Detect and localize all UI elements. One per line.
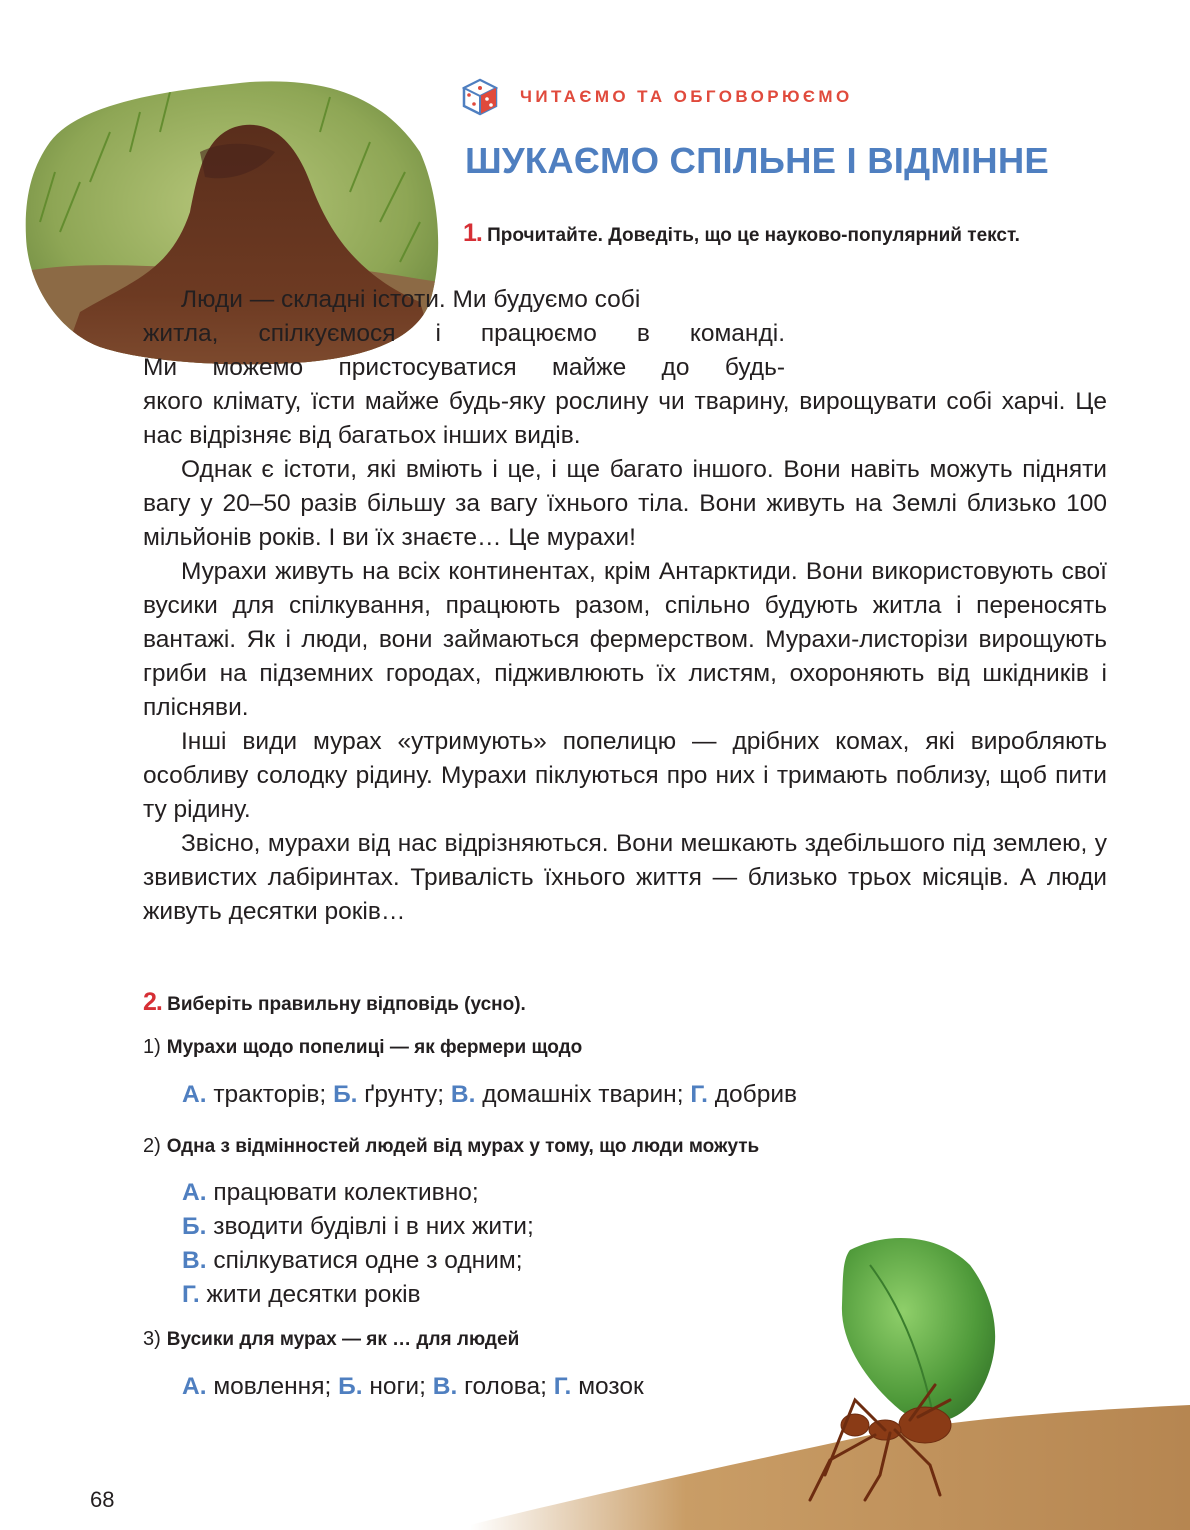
option-a: мовлення; — [213, 1373, 332, 1400]
section-label: ЧИТАЄМО ТА ОБГОВОРЮЄМО — [520, 87, 853, 106]
page-number: 68 — [90, 1487, 115, 1512]
paragraph-4: Інші види мурах «утримують» попелицю — дрібних комах, які виробляють особливу солодку рідину. Мурахи піклуються про них і тримають поблизу, щоб пити ту рідину. — [143, 728, 1107, 823]
question-3-number: 3) — [143, 1328, 161, 1350]
option-c: голова; — [464, 1373, 547, 1400]
task1-number: 1. — [463, 219, 482, 247]
option-d-letter: Г. — [690, 1081, 708, 1108]
task2-text: Виберіть правильну відповідь (усно). — [167, 994, 526, 1015]
question-3-text: Вусики для мурах — як … для людей — [166, 1329, 520, 1350]
option-b: ґрунту; — [364, 1081, 445, 1108]
leafcutter-ant-photo — [470, 1225, 1190, 1530]
paragraph-1-line-1: Люди — складні істоти. Ми будуємо собі — [181, 286, 641, 313]
paragraph-1-line-2: житла, спілкуємося і працюємо в команді. — [143, 320, 785, 347]
option-d-letter: Г. — [553, 1373, 572, 1400]
paragraph-2: Однак є істоти, які вміють і це, і ще багато іншого. Вони навіть можуть підняти вагу у 20–50 разів більшу за вагу їхнього тіла. Вони живуть на Землі близько 100 мільйонів років. І ви їх знаєте… Це мурахи! — [143, 456, 1107, 551]
option-a: тракторів; — [213, 1081, 327, 1108]
option-b-letter: Б. — [338, 1373, 363, 1400]
option-d: добрив — [714, 1081, 798, 1108]
option-c-letter: В. — [182, 1247, 207, 1274]
option-b-letter: Б. — [333, 1081, 358, 1108]
task2-number: 2. — [143, 988, 162, 1016]
option-c: спілкуватися одне з одним; — [213, 1247, 523, 1274]
question-1-text: Мурахи щодо попелиці — як фермери щодо — [166, 1037, 583, 1058]
question-2 — [143, 1135, 759, 1158]
paragraph-1-line-3: Ми можемо пристосуватися майже до будь- — [143, 354, 785, 381]
option-d: мозок — [578, 1373, 644, 1400]
task1-text: Прочитайте. Доведіть, що це науково-популярний текст. — [487, 225, 1020, 246]
option-c: домашніх тварин; — [482, 1081, 684, 1108]
question-1-number: 1) — [143, 1036, 161, 1058]
option-d: жити десятки років — [206, 1281, 421, 1308]
question-2-text: Одна з відмінностей людей від мурах у тому, що люди можуть — [166, 1136, 760, 1157]
option-a-row — [182, 1176, 534, 1210]
option-b: зводити будівлі і в них жити; — [213, 1213, 534, 1240]
paragraph-3: Мурахи живуть на всіх континентах, крім Антарктиди. Вони використовують свої вусики для спілкування, працюють разом, спільно будують житла і переносять вантажі. Як і люди, вони займаються фермерством. Мурахи-листорізи вирощують гриби на підземних городах, підживлюють їх листям, охороняють від шкідників і плісняви. — [143, 558, 1107, 721]
option-a: працювати колективно; — [213, 1179, 479, 1206]
option-b: ноги; — [369, 1373, 426, 1400]
question-3 — [143, 1328, 519, 1351]
question-2-number: 2) — [143, 1135, 161, 1157]
paragraph-1-rest: якого клімату, їсти майже будь-яку рослину чи тварину, вирощувати собі харчі. Це нас відрізняє від багатьох інших видів. — [143, 388, 1107, 449]
option-c-letter: В. — [432, 1373, 458, 1400]
option-a-letter: А. — [182, 1081, 207, 1108]
option-d-letter: Г. — [182, 1281, 200, 1308]
paragraph-1-narrow — [143, 283, 785, 385]
page-title: ШУКАЄМО СПІЛЬНЕ І ВІДМІННЕ — [465, 140, 1049, 181]
option-b-letter: Б. — [182, 1213, 207, 1240]
question-1-options — [182, 1078, 797, 1112]
option-a-letter: А. — [182, 1373, 207, 1400]
section-header — [462, 78, 853, 116]
dice-icon — [462, 78, 498, 116]
option-c-letter: В. — [450, 1081, 476, 1108]
option-a-letter: А. — [182, 1179, 207, 1206]
question-1 — [143, 1036, 582, 1059]
task1-instruction — [463, 218, 1108, 251]
article-text — [143, 283, 1107, 929]
task2-instruction — [143, 988, 526, 1017]
paragraph-5: Звісно, мурахи від нас відрізняються. Вони мешкають здебільшого під землею, у звивистих лабіринтах. Тривалість їхнього життя — близько трьох місяців. А люди живуть десятки років… — [143, 830, 1107, 925]
